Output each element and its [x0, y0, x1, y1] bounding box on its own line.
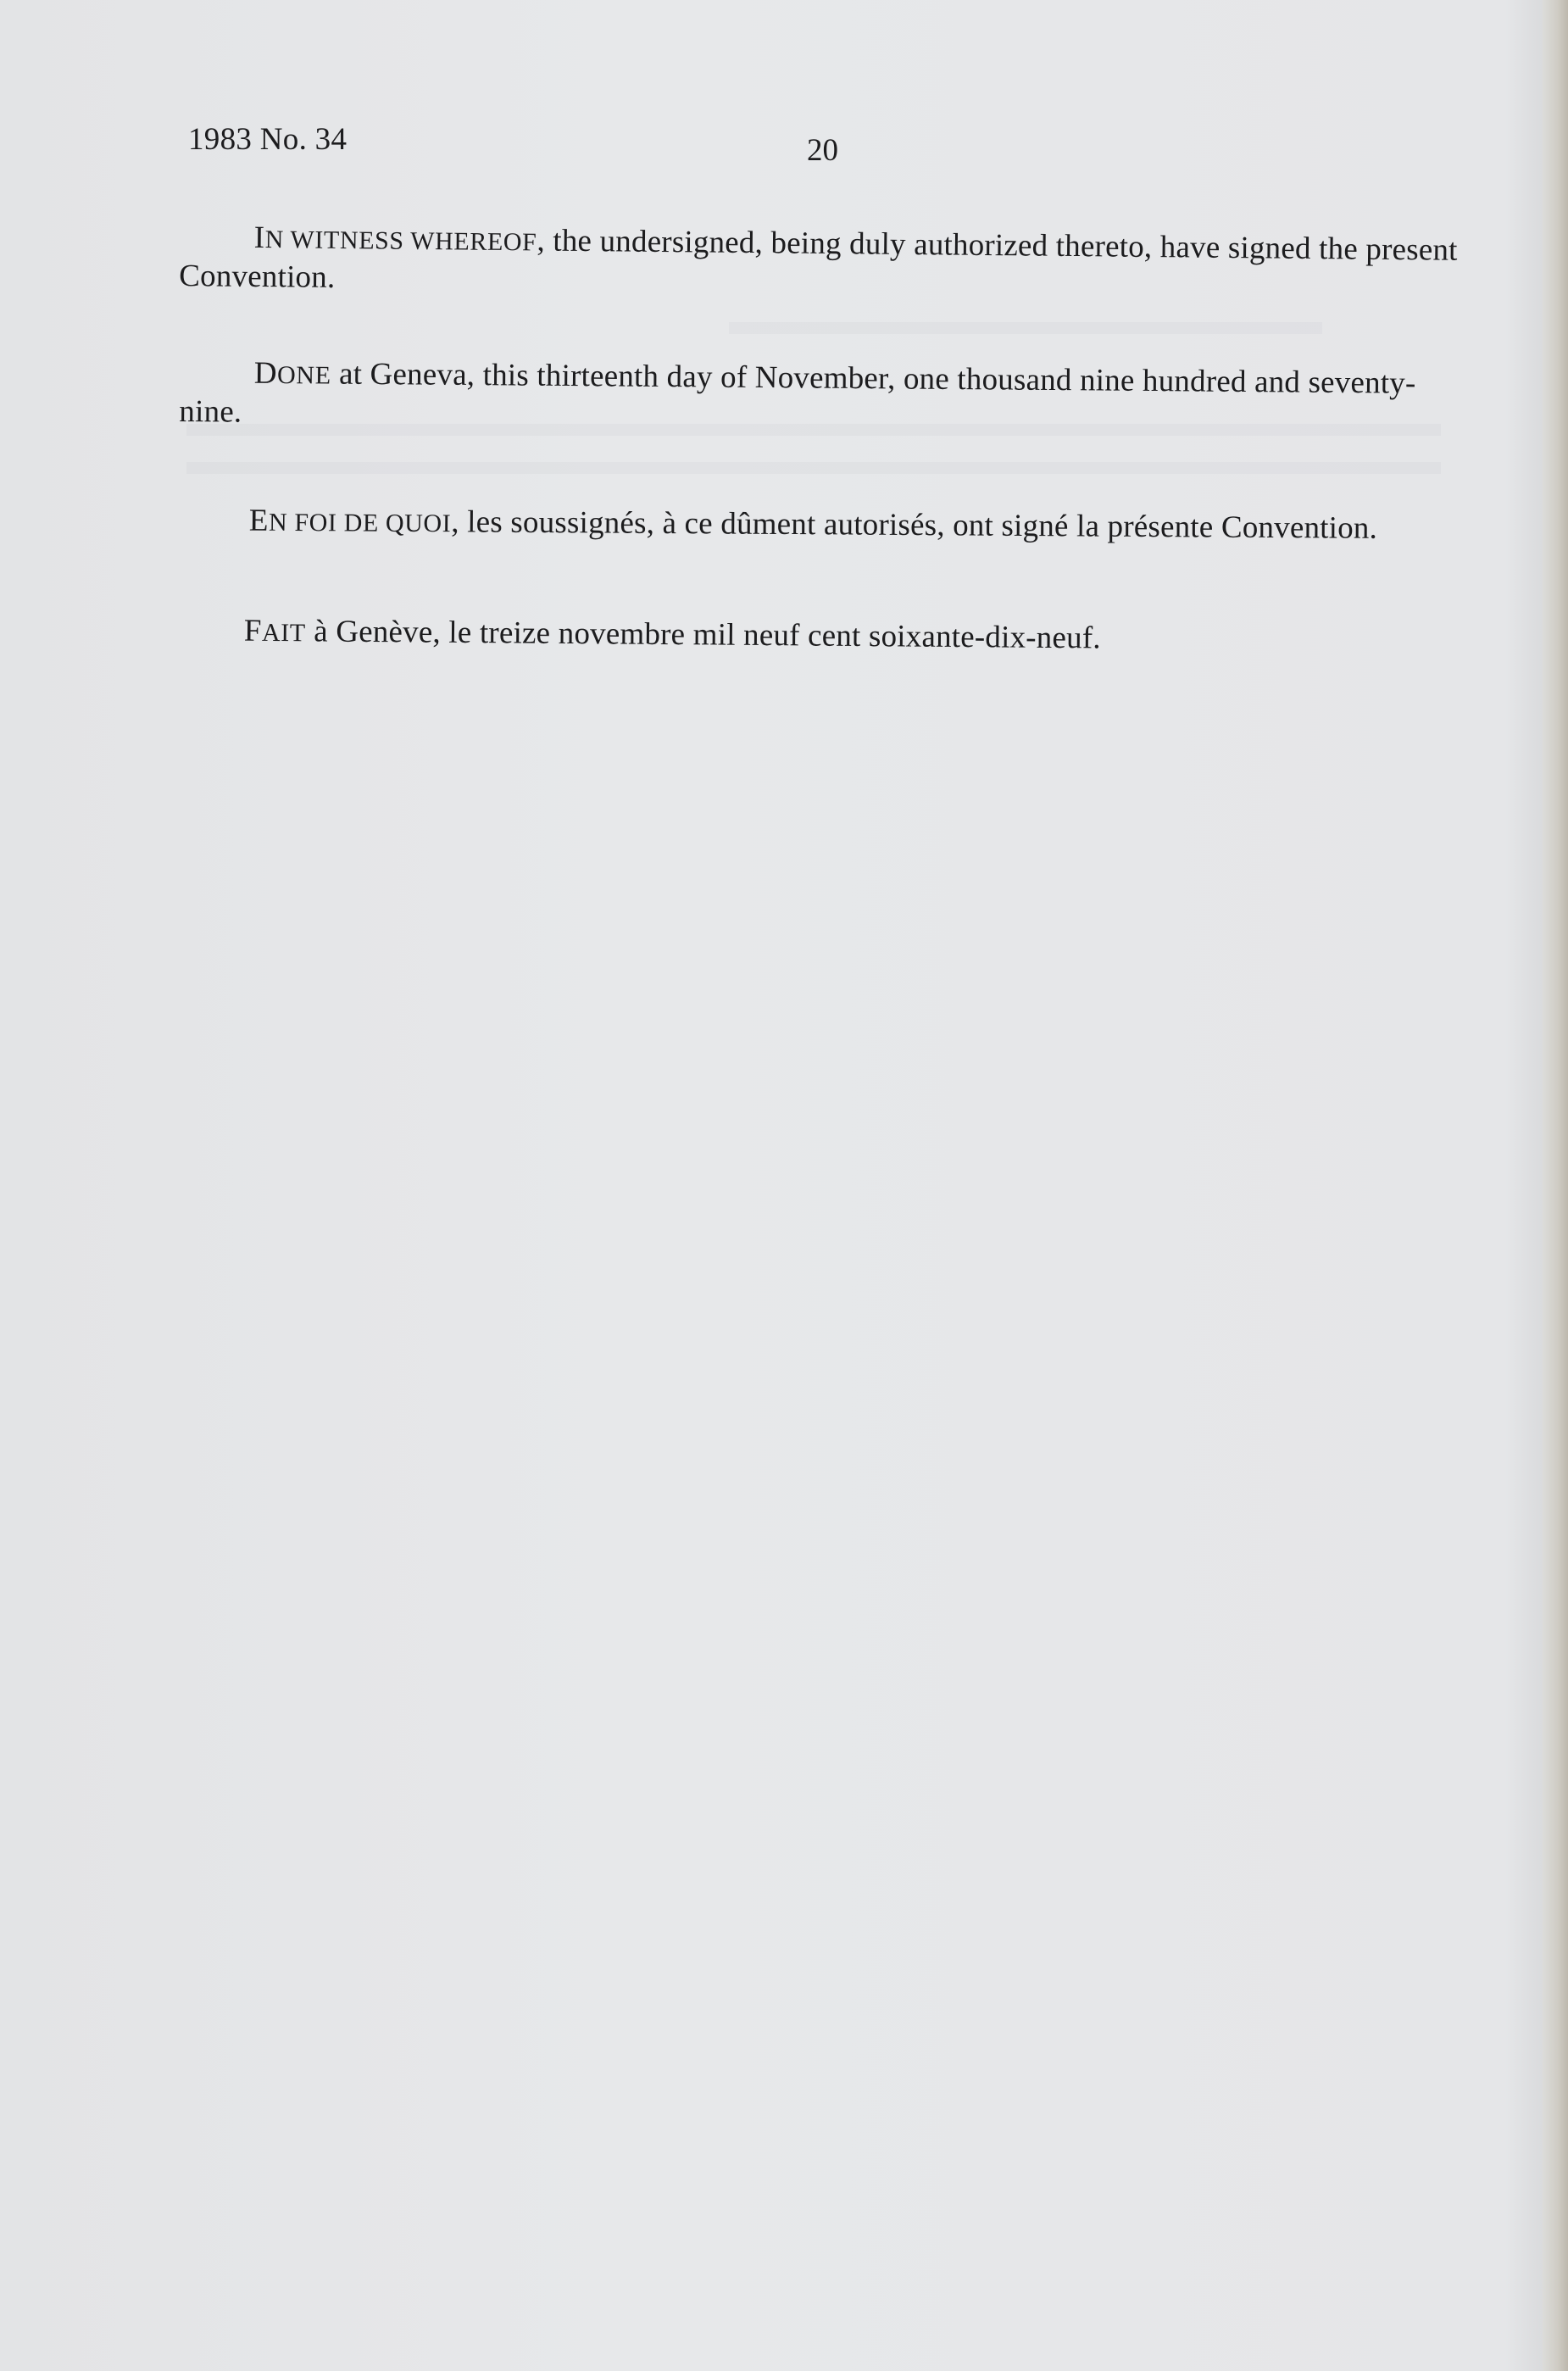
show-through-mark — [729, 322, 1322, 334]
paragraph-text: at Geneva, this thirteenth day of November, one thousand nine hundred and seventy-nine. — [179, 356, 1416, 430]
paragraph-text: , les soussignés, à ce dûment autorisés, ont signé la présente Convention. — [451, 504, 1378, 546]
page-number: 20 — [807, 133, 838, 168]
small-caps-lead: EN FOI DE QUOI — [248, 503, 452, 538]
page-edge — [1543, 0, 1568, 2371]
paragraph-fait-a-geneve — [180, 612, 1468, 662]
paragraph-text: à Genève, le treize novembre mil neuf cent soixante-dix-neuf. — [305, 614, 1101, 656]
paragraph-done-at-geneva — [179, 354, 1468, 442]
paragraph-text: , the undersigned, being duly authorized thereto, have signed the present Convention. — [179, 223, 1458, 295]
small-caps-lead: DONE — [253, 355, 331, 392]
paragraph-en-foi-de-quoi — [180, 502, 1468, 550]
show-through-mark — [186, 462, 1441, 474]
small-caps-lead: FAIT — [243, 613, 306, 648]
small-caps-lead: IN WITNESS WHEREOF — [253, 220, 537, 257]
paragraph-in-witness-whereof — [179, 219, 1468, 309]
document-reference: 1983 No. 34 — [188, 122, 348, 157]
